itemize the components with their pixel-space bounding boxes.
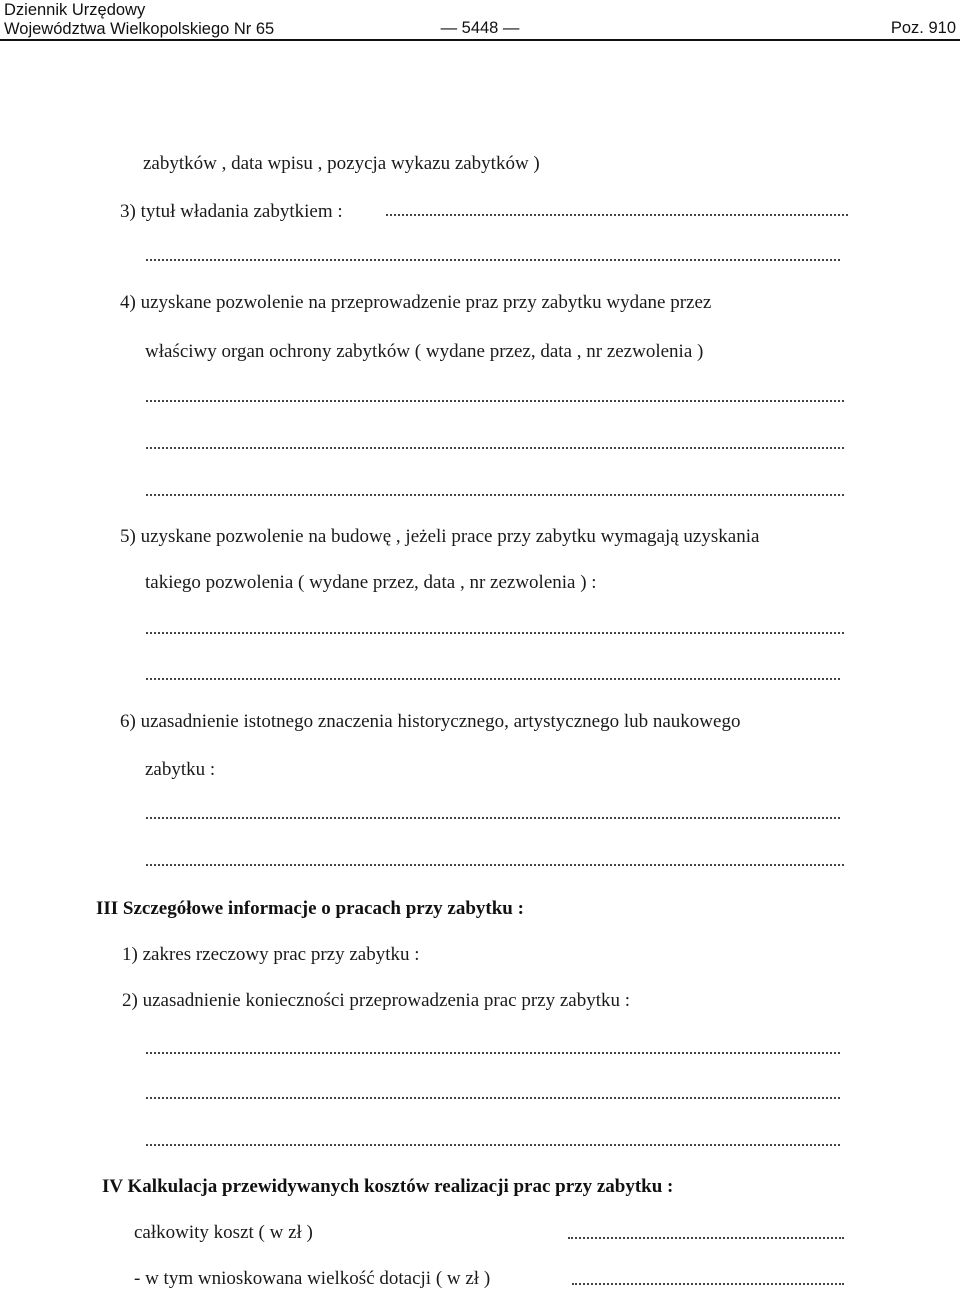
item5-field-line1[interactable] <box>146 632 844 634</box>
journal-title-line1: Dziennik Urzędowy <box>4 1 146 19</box>
page-number: — 5448 — <box>440 19 520 37</box>
item6-label-line1: 6) uzasadnienie istotnego znaczenia historycznego, artystycznego lub naukowego <box>120 711 741 732</box>
item6-field-line2[interactable] <box>146 864 844 866</box>
item6-label-line2: zabytku : <box>145 759 216 780</box>
item3-field-line2[interactable] <box>146 259 840 261</box>
requested-grant-label: - w tym wnioskowana wielkość dotacji ( w zł ) <box>134 1268 491 1289</box>
section3-item1-label: 1) zakres rzeczowy prac przy zabytku : <box>122 944 420 965</box>
item6-field-line1[interactable] <box>146 817 840 819</box>
item4-label-line1: 4) uzyskane pozwolenie na przeprowadzenie praz przy zabytku wydane przez <box>120 292 712 313</box>
continuation-text: zabytków , data wpisu , pozycja wykazu zabytków ) <box>143 153 540 174</box>
section3-item2-label: 2) uzasadnienie konieczności przeprowadzenia prac przy zabytku : <box>122 990 631 1011</box>
total-cost-field[interactable] <box>568 1237 844 1239</box>
item4-field-line1[interactable] <box>146 400 844 402</box>
item4-field-line2[interactable] <box>146 447 844 449</box>
section4-title: IV Kalkulacja przewidywanych kosztów realizacji prac przy zabytku : <box>102 1176 674 1197</box>
section3-item2-field-line1[interactable] <box>146 1052 840 1054</box>
item5-field-line2[interactable] <box>146 678 840 680</box>
item4-field-line3[interactable] <box>146 494 844 496</box>
item3-field[interactable] <box>386 214 848 216</box>
requested-grant-field[interactable] <box>572 1283 844 1285</box>
section3-item2-field-line3[interactable] <box>146 1144 840 1146</box>
section3-item2-field-line2[interactable] <box>146 1097 840 1099</box>
position-number: Poz. 910 <box>890 19 956 37</box>
journal-title-line2: Województwa Wielkopolskiego Nr 65 <box>4 20 275 38</box>
item4-label-line2: właściwy organ ochrony zabytków ( wydane przez, data , nr zezwolenia ) <box>145 341 704 362</box>
item5-label-line2: takiego pozwolenia ( wydane przez, data , nr zezwolenia ) : <box>145 572 597 593</box>
total-cost-label: całkowity koszt ( w zł ) <box>134 1222 313 1243</box>
section3-title: III Szczegółowe informacje o pracach przy zabytku : <box>96 898 524 919</box>
item5-label-line1: 5) uzyskane pozwolenie na budowę , jeżeli prace przy zabytku wymagają uzyskania <box>120 526 760 547</box>
item3-label: 3) tytuł władania zabytkiem : <box>120 201 343 222</box>
